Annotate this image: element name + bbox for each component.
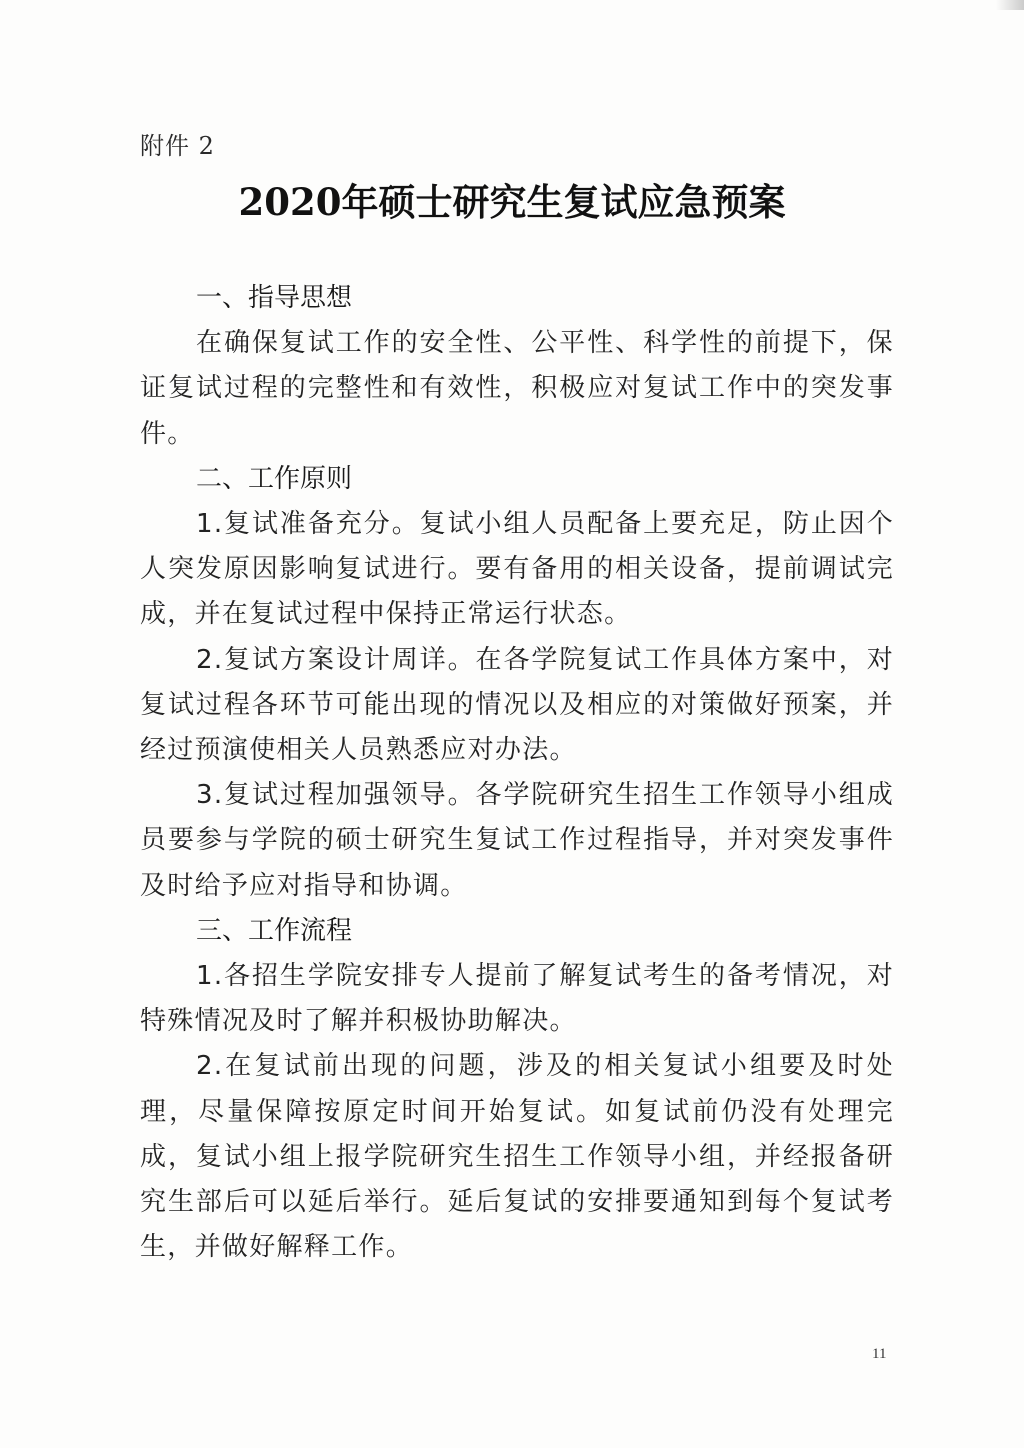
section-heading-workflow: 三、工作流程 <box>196 915 353 946</box>
paragraph: 2.在复试前出现的问题，涉及的相关复试小组要及时处理，尽量保障按原定时间开始复试。如复试前仍没有处理完成，复试小组上报学院研究生招生工作领导小组，并经报备研究生部后可以延后举行。延后复试的安排要通知到每个复试考生，并做好解释工作。 <box>140 1051 894 1263</box>
paragraph: 3.复试过程加强领导。各学院研究生招生工作领导小组成员要参与学院的硕士研究生复试工作过程指导，并对突发事件及时给予应对指导和协调。 <box>140 780 894 901</box>
section-heading-guiding-ideology: 一、指导思想 <box>196 283 353 313</box>
document-body <box>140 276 894 1270</box>
document-title: 2020年硕士研究生复试应急预案 <box>238 180 786 224</box>
attachment-label: 附件 2 <box>140 132 215 160</box>
paragraph: 1.各招生学院安排专人提前了解复试考生的备考情况，对特殊情况及时了解并积极协助解决。 <box>140 961 894 1037</box>
paragraph: 1.复试准备充分。复试小组人员配备上要充足，防止因个人突发原因影响复试进行。要有备用的相关设备，提前调试完成，并在复试过程中保持正常运行状态。 <box>140 509 894 630</box>
scan-edge-mark <box>996 0 1024 10</box>
page-number: 11 <box>872 1346 887 1362</box>
section-heading-working-principles: 二、工作原则 <box>196 463 353 494</box>
paragraph: 在确保复试工作的安全性、公平性、科学性的前提下，保证复试过程的完整性和有效性，积极应对复试工作中的突发事件。 <box>140 328 894 449</box>
paragraph: 2.复试方案设计周详。在各学院复试工作具体方案中，对复试过程各环节可能出现的情况以及相应的对策做好预案，并经过预演使相关人员熟悉应对办法。 <box>140 644 894 766</box>
